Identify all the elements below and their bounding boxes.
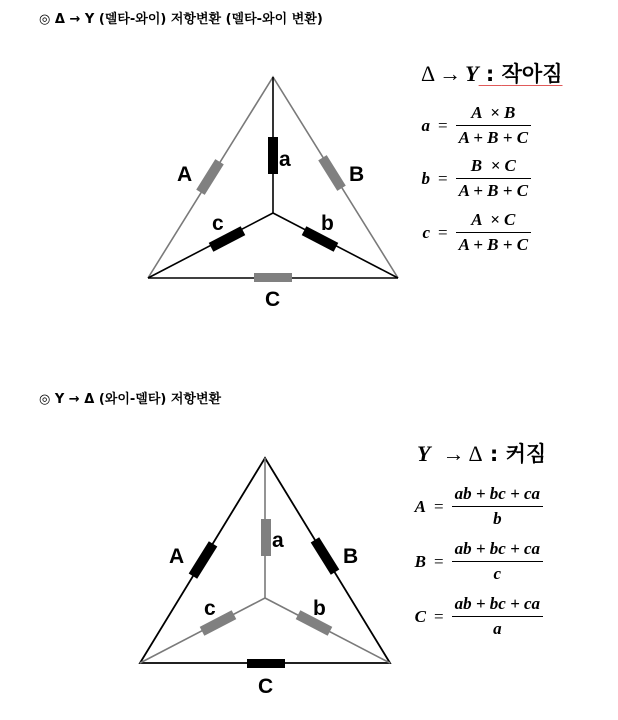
denominator: A + B + C bbox=[458, 128, 529, 147]
formula-B bbox=[408, 539, 543, 584]
fraction bbox=[456, 210, 531, 255]
label-b: b bbox=[321, 212, 334, 235]
label-c: c bbox=[204, 597, 216, 620]
numerator: ab + bc + ca bbox=[454, 539, 541, 558]
formula-lhs: c bbox=[422, 222, 430, 242]
label-a: a bbox=[272, 529, 284, 552]
formula-lhs: b bbox=[421, 168, 430, 188]
formula-lhs: B bbox=[414, 551, 426, 571]
label-b: b bbox=[313, 597, 326, 620]
label-C: C bbox=[265, 288, 281, 311]
section-title-delta-to-y: ◎ Δ → Y (델타-와이) 저항변환 (델타-와이 변환) bbox=[39, 12, 323, 27]
label-A: A bbox=[177, 163, 193, 186]
formula-equals: = bbox=[438, 115, 448, 135]
numerator: A × C bbox=[471, 210, 516, 229]
formula-a bbox=[412, 103, 531, 148]
formula-A bbox=[408, 484, 543, 529]
fraction bbox=[452, 539, 543, 584]
denominator: b bbox=[493, 509, 502, 528]
formula-equals: = bbox=[434, 551, 444, 571]
formula-equals: = bbox=[438, 168, 448, 188]
denominator: A + B + C bbox=[458, 235, 529, 254]
denominator: A + B + C bbox=[458, 181, 529, 200]
heading-to-symbol: Y bbox=[465, 61, 479, 86]
fraction bbox=[456, 103, 531, 148]
heading-colon: : bbox=[478, 62, 502, 86]
numerator: B × C bbox=[470, 156, 516, 175]
formula-lhs: a bbox=[421, 115, 430, 135]
label-C: C bbox=[258, 675, 274, 698]
numerator: A × B bbox=[471, 103, 516, 122]
heading-to-symbol: Δ bbox=[468, 441, 483, 466]
heading-colon: : bbox=[482, 442, 506, 466]
fraction bbox=[452, 594, 543, 639]
heading-korean-text: 커짐 bbox=[505, 442, 547, 466]
resistor-A-delta bbox=[189, 541, 218, 579]
formula-equals: = bbox=[438, 222, 448, 242]
formula-b bbox=[412, 156, 531, 201]
resistor-C-delta bbox=[247, 659, 285, 668]
denominator: a bbox=[493, 619, 502, 638]
formula-equals: = bbox=[434, 606, 444, 626]
numerator: ab + bc + ca bbox=[454, 484, 541, 503]
formula-c bbox=[412, 210, 531, 255]
heading-from-symbol: Y bbox=[417, 441, 431, 466]
section-title-y-to-delta: ◎ Y → Δ (와이-델타) 저항변환 bbox=[39, 392, 222, 407]
heading-from-symbol: Δ bbox=[421, 61, 436, 86]
label-A: A bbox=[169, 545, 185, 568]
label-a: a bbox=[279, 148, 291, 171]
delta-to-y-heading bbox=[421, 58, 563, 88]
fraction bbox=[452, 484, 543, 529]
label-B: B bbox=[343, 545, 359, 568]
heading-korean-text: 작아짐 bbox=[501, 62, 563, 86]
denominator: c bbox=[493, 564, 502, 583]
formula-equals: = bbox=[434, 496, 444, 516]
label-B: B bbox=[349, 163, 365, 186]
label-c: c bbox=[212, 212, 224, 235]
heading-arrow: → bbox=[442, 441, 465, 466]
resistor-a-y bbox=[261, 519, 271, 556]
formula-C bbox=[408, 594, 543, 639]
heading-arrow: → bbox=[439, 61, 462, 86]
resistor-B-delta bbox=[311, 537, 340, 575]
formula-lhs: C bbox=[414, 606, 426, 626]
formula-lhs: A bbox=[414, 496, 426, 516]
y-to-delta-heading bbox=[417, 438, 546, 468]
numerator: ab + bc + ca bbox=[454, 594, 541, 613]
fraction bbox=[456, 156, 531, 201]
